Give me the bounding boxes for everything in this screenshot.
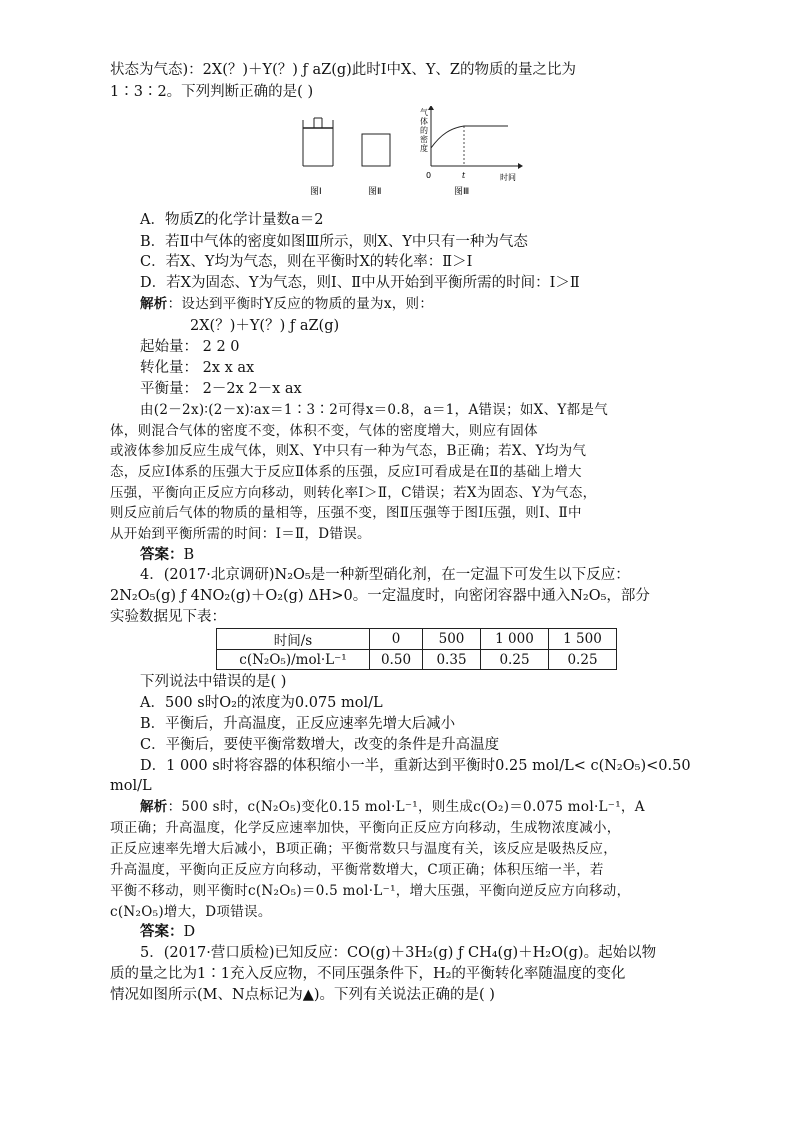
experiment-data-table <box>216 628 617 670</box>
q4-option-d: D．1 000 s时将容器的体积缩小一半，重新达到平衡时0.25 mol/L< c(N₂O₅)<0.50 <box>140 758 691 774</box>
initial-amount-row: 起始量： 2 2 0 <box>140 339 240 355</box>
time-cell: 500 <box>423 629 481 650</box>
figure-2-closed-vessel <box>362 134 390 166</box>
question4-prompt: 下列说法中错误的是( ) <box>140 674 287 690</box>
figure-2-label: 图Ⅱ <box>368 187 382 197</box>
table-row <box>217 629 617 650</box>
question4-stem-line2: 2N₂O₅(g) ƒ 4NO₂(g)＋O₂(g) ΔH>0。一定温度时，向密闭容器中通入N₂O₅，部分 <box>110 588 650 604</box>
option-b: B．若Ⅱ中气体的密度如图Ⅲ所示，则X、Y中只有一种为气态 <box>140 234 528 250</box>
change-amount-row: 转化量： 2x x ax <box>140 360 255 376</box>
svg-text:体: 体 <box>420 117 428 126</box>
question4-stem-line3: 实验数据见下表： <box>110 609 226 625</box>
q4-explanation-line: 平衡不移动，则平衡时c(N₂O₅)＝0.5 mol·L⁻¹，增大压强，平衡向逆反应方向移动， <box>110 883 631 899</box>
explanation-line: 压强，平衡向正反应方向移动，则转化率Ⅰ＞Ⅱ，C错误；若X为固态、Y为气态， <box>110 485 597 501</box>
option-a: A．物质Z的化学计量数a＝2 <box>140 212 324 228</box>
answer-4: 答案：D <box>140 923 196 940</box>
explanation-line: 体，则混合气体的密度不变，体积不变，气体的密度增大，则应有固体 <box>110 423 538 439</box>
explanation-line: 由(2－2x)∶(2－x)∶ax＝1∶3∶2可得x＝0.8，a＝1，A错误；如X、Y都是气 <box>140 402 609 418</box>
q4-option-a: A．500 s时O₂的浓度为0.075 mol/L <box>140 695 383 711</box>
t-label: t <box>462 171 466 180</box>
question4-stem-line1: 4．(2017·北京调研)N₂O₅是一种新型硝化剂，在一定温下可发生以下反应： <box>140 567 630 583</box>
value-cell: 0.25 <box>481 650 549 670</box>
header-cell: 时间/s <box>217 629 370 650</box>
svg-text:的: 的 <box>420 126 428 135</box>
reaction-equation: 2X(？)＋Y(？) ƒ aZ(g) <box>190 318 340 334</box>
reaction-vessel-figures <box>296 106 526 202</box>
question5-stem-line3: 情况如图所示(M、N点标记为▲)。下列有关说法正确的是( ) <box>110 987 495 1003</box>
q4-explanation-line: 升高温度，平衡向正反应方向移动，平衡常数增大，C项正确；体积压缩一半，若 <box>110 862 604 878</box>
q4-option-b: B．平衡后，升高温度，正反应速率先增大后减小 <box>140 716 456 732</box>
table-row <box>217 650 617 670</box>
svg-text:密: 密 <box>420 135 428 144</box>
origin-label: 0 <box>426 171 432 180</box>
equilibrium-amount-row: 平衡量： 2－2x 2－x ax <box>140 381 302 397</box>
time-cell: 1 000 <box>481 629 549 650</box>
q4-explanation-line: 项正确；升高温度，化学反应速率加快，平衡向正反应方向移动，生成物浓度减小， <box>110 820 621 836</box>
time-cell: 0 <box>370 629 423 650</box>
q4-explanation-line: 正反应速率先增大后减小，B项正确；平衡常数只与温度有关，该反应是吸热反应， <box>110 841 618 857</box>
figure-3-density-graph <box>420 106 523 182</box>
figure-1-piston-vessel <box>303 118 333 166</box>
analysis-label: 解析 <box>140 296 168 312</box>
option-d: D．若X为固态、Y为气态，则Ⅰ、Ⅱ中从开始到平衡所需的时间：Ⅰ＞Ⅱ <box>140 275 580 291</box>
time-cell: 1 500 <box>549 629 617 650</box>
q4-explanation-line: c(N₂O₅)增大，D项错误。 <box>110 904 272 920</box>
value-cell: 0.35 <box>423 650 481 670</box>
question5-stem-line1: 5．(2017·营口质检)已知反应：CO(g)＋3H₂(g) ƒ CH₄(g)＋H₂O(g)。起始以物 <box>140 945 657 961</box>
row-label-cell: c(N₂O₅)/mol·L⁻¹ <box>217 650 370 670</box>
q4-analysis-intro: 解析：500 s时，c(N₂O₅)变化0.15 mol·L⁻¹，则生成c(O₂)＝0.075 mol·L⁻¹，A <box>140 799 645 815</box>
analysis-intro: 解析：设达到平衡时Y反应的物质的量为x，则： <box>140 296 434 312</box>
svg-text:度: 度 <box>420 144 428 153</box>
explanation-line: 从开始到平衡所需的时间：Ⅰ＝Ⅱ，D错误。 <box>110 526 371 542</box>
density-curve <box>431 126 508 148</box>
q4-option-d-continued: mol/L <box>110 778 152 794</box>
explanation-line: 则反应前后气体的物质的量相等，压强不变，图Ⅱ压强等于图Ⅰ压强，则Ⅰ、Ⅱ中 <box>110 505 582 521</box>
explanation-line: 态，反应Ⅰ体系的压强大于反应Ⅱ体系的压强，反应Ⅰ可看成是在Ⅱ的基础上增大 <box>110 464 582 480</box>
figure-1-label: 图Ⅰ <box>310 187 322 197</box>
q4-option-c: C．平衡后，要使平衡常数增大，改变的条件是升高温度 <box>140 737 500 753</box>
explanation-line: 或液体参加反应生成气体，则X、Y中只有一种为气态，B正确；若X、Y均为气 <box>110 443 587 459</box>
question3-stem-line1: 状态为气态)：2X(？)＋Y(？) ƒ aZ(g)此时Ⅰ中X、Y、Z的物质的量之比为 <box>110 62 577 78</box>
question3-stem-line2: 1∶3∶2。下列判断正确的是( ) <box>110 84 314 100</box>
answer-3: 答案：B <box>140 546 195 563</box>
value-cell: 0.50 <box>370 650 423 670</box>
question5-stem-line2: 质的量之比为1∶1充入反应物，不同压强条件下，H₂的平衡转化率随温度的变化 <box>110 966 626 982</box>
value-cell: 0.25 <box>549 650 617 670</box>
x-axis-label: 时间 <box>500 173 516 182</box>
svg-text:气: 气 <box>420 108 428 117</box>
option-c: C．若X、Y均为气态，则在平衡时X的转化率：Ⅱ＞Ⅰ <box>140 254 473 270</box>
figure-3-label: 图Ⅲ <box>454 187 470 197</box>
y-axis-label <box>420 107 428 153</box>
